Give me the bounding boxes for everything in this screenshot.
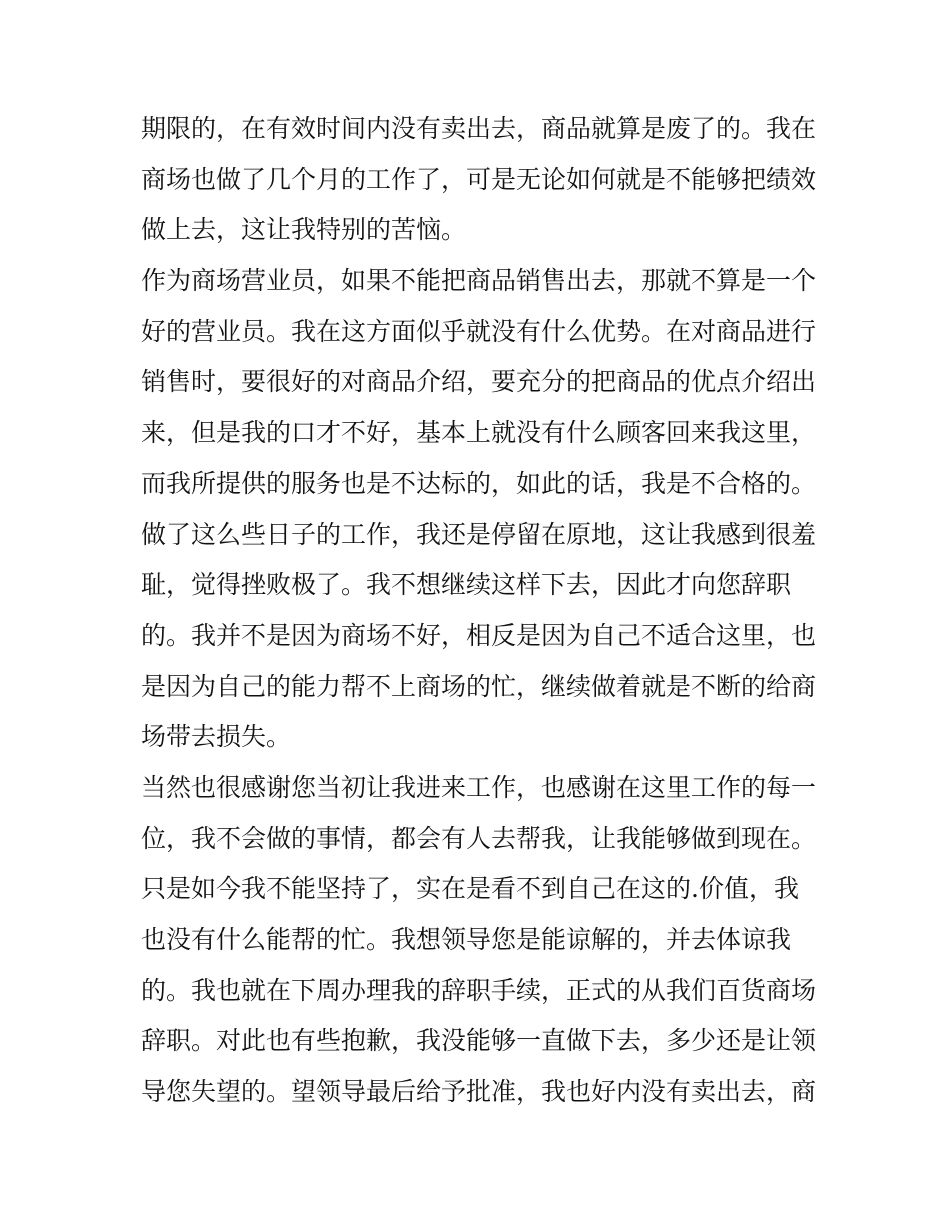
text-line: 导您失望的。望领导最后给予批准，我也好内没有卖出去，商 (141, 1077, 817, 1107)
text-line: 期限的，在有效时间内没有卖出去，商品就算是废了的。我在 (141, 114, 817, 143)
text-line: 也没有什么能帮的忙。我想领导您是能谅解的，并去体谅我 (141, 925, 792, 954)
text-line: 好的营业员。我在这方面似乎就没有什么优势。在对商品进行 (141, 316, 817, 346)
text-line: 的。我并不是因为商场不好，相反是因为自己不适合这里，也 (141, 620, 817, 650)
text-line: 作为商场营业员，如果不能把商品销售出去，那就不算是一个 (141, 266, 817, 296)
text-line: 位，我不会做的事情，都会有人去帮我，让我能够做到现在。 (141, 823, 817, 853)
text-line: 而我所提供的服务也是不达标的，如此的话，我是不合格的。 (141, 468, 817, 498)
text-line: 场带去损失。 (141, 722, 292, 752)
text-line: 耻，觉得挫败极了。我不想继续这样下去，因此才向您辞职 (141, 570, 792, 600)
text-line: 的。我也就在下周办理我的辞职手续，正式的从我们百货商场 (141, 975, 817, 1005)
text-line: 销售时，要很好的对商品介绍，要充分的把商品的优点介绍出 (141, 367, 817, 397)
text-line: 来，但是我的口才不好，基本上就没有什么顾客回来我这里， (141, 418, 817, 448)
text-line: 是因为自己的能力帮不上商场的忙，继续做着就是不断的给商 (141, 671, 817, 701)
text-line: 做上去，这让我特别的苦恼。 (141, 215, 467, 245)
text-line: 商场也做了几个月的工作了，可是无论如何就是不能够把绩效 (141, 164, 817, 194)
text-line: 当然也很感谢您当初让我进来工作，也感谢在这里工作的每一 (141, 772, 817, 802)
document-body (141, 104, 821, 1118)
text-line: 辞职。对此也有些抱歉，我没能够一直做下去，多少还是让领 (141, 1026, 817, 1056)
text-line: 做了这么些日子的工作，我还是停留在原地，这让我感到很羞 (141, 519, 817, 549)
text-line: 只是如今我不能坚持了，实在是看不到自己在这的.价值，我 (141, 874, 799, 904)
